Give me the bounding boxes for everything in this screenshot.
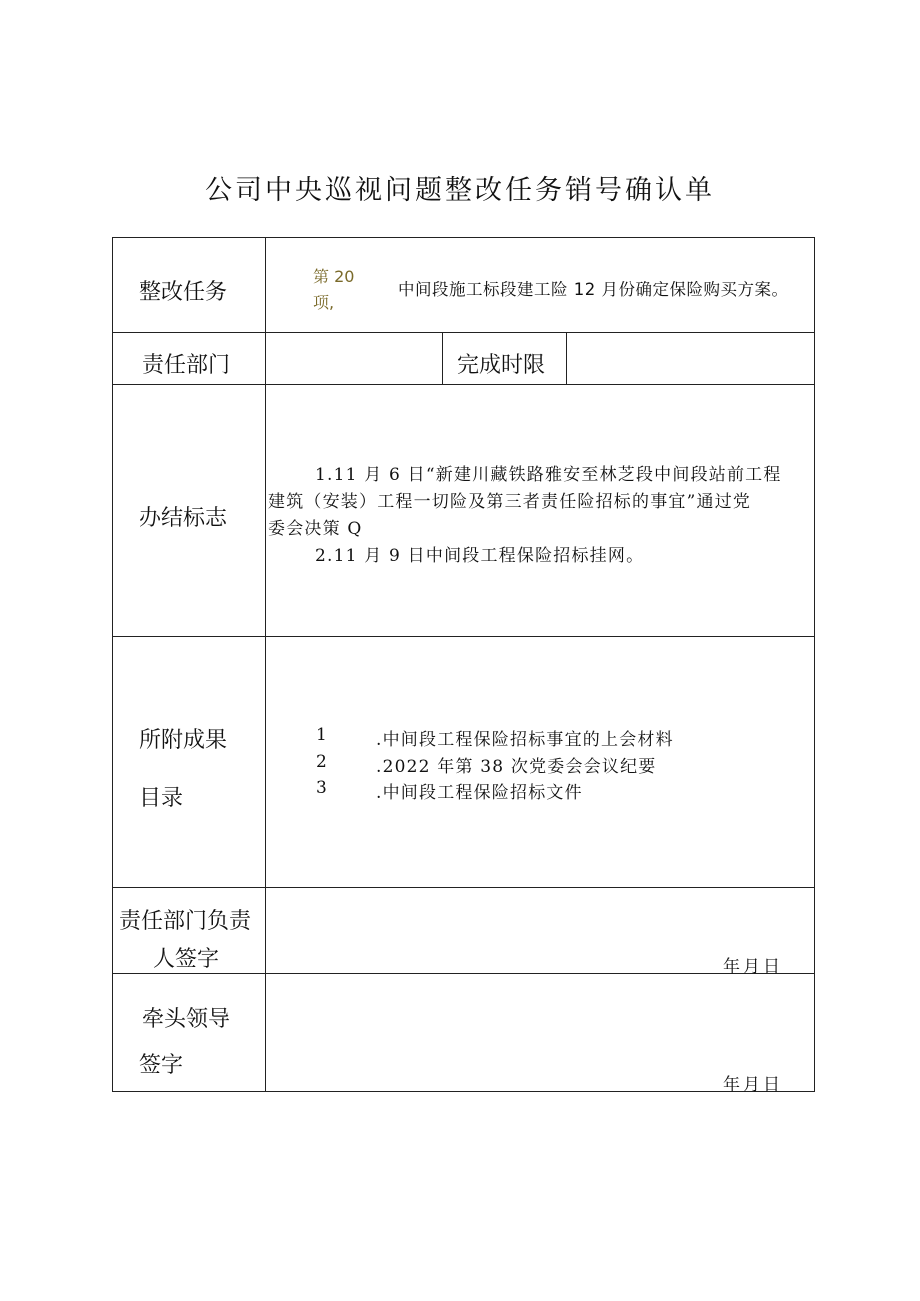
row-divider [113, 384, 814, 385]
column-divider [265, 238, 266, 1091]
row-divider [113, 636, 814, 637]
completion-label: 办结标志 [139, 506, 228, 531]
task-item-number-suffix: 项, [313, 293, 335, 312]
completion-line: 委会决策 Q [268, 519, 363, 539]
completion-line: 建筑（安装）工程一切险及第三者责任险招标的事宜”通过党 [268, 492, 752, 512]
task-content: 中间段施工标段建工险 12 月份确定保险购买方案。 [398, 280, 789, 299]
completion-line: 1.11 月 6 日“新建川藏铁路雅安至林芝段中间段站前工程 [315, 465, 782, 485]
completion-content [268, 460, 814, 580]
attachment-number: 1 [316, 725, 329, 745]
confirmation-form-table [112, 237, 815, 1095]
responsible-dept-field[interactable] [278, 350, 438, 374]
attachment-number: 2 [316, 752, 329, 772]
dept-head-signature-label: 责任部门负责 [119, 909, 252, 934]
attachment-item: .2022 年第 38 次党委会会议纪要 [376, 757, 657, 777]
leader-signature-date: 年月日 [723, 1075, 783, 1095]
task-item-number: 第 20 [313, 267, 355, 286]
row-divider [113, 332, 814, 333]
dept-head-signature-label-2: 人签字 [153, 947, 220, 972]
attachment-item: .中间段工程保险招标事宜的上会材料 [376, 730, 674, 750]
row-divider [113, 973, 814, 974]
task-label: 整改任务 [139, 280, 228, 305]
attachment-item: .中间段工程保险招标文件 [376, 783, 583, 803]
deadline-field[interactable] [578, 350, 808, 374]
attachments-label-2: 目录 [139, 786, 184, 811]
attachments-label: 所附成果 [139, 728, 228, 753]
page-title: 公司中央巡视问题整改任务销号确认单 [205, 175, 715, 206]
column-divider [566, 332, 567, 384]
dept-head-signature-date: 年月日 [723, 957, 783, 977]
attachments-list [316, 725, 796, 805]
leader-signature-label-2: 签字 [139, 1053, 184, 1078]
responsible-dept-label: 责任部门 [142, 353, 231, 378]
deadline-label: 完成时限 [457, 353, 546, 378]
completion-line: 2.11 月 9 日中间段工程保险招标挂网。 [315, 546, 645, 566]
column-divider [442, 332, 443, 384]
attachment-number: 3 [316, 778, 329, 798]
row-divider [113, 887, 814, 888]
leader-signature-label: 牵头领导 [142, 1007, 231, 1032]
